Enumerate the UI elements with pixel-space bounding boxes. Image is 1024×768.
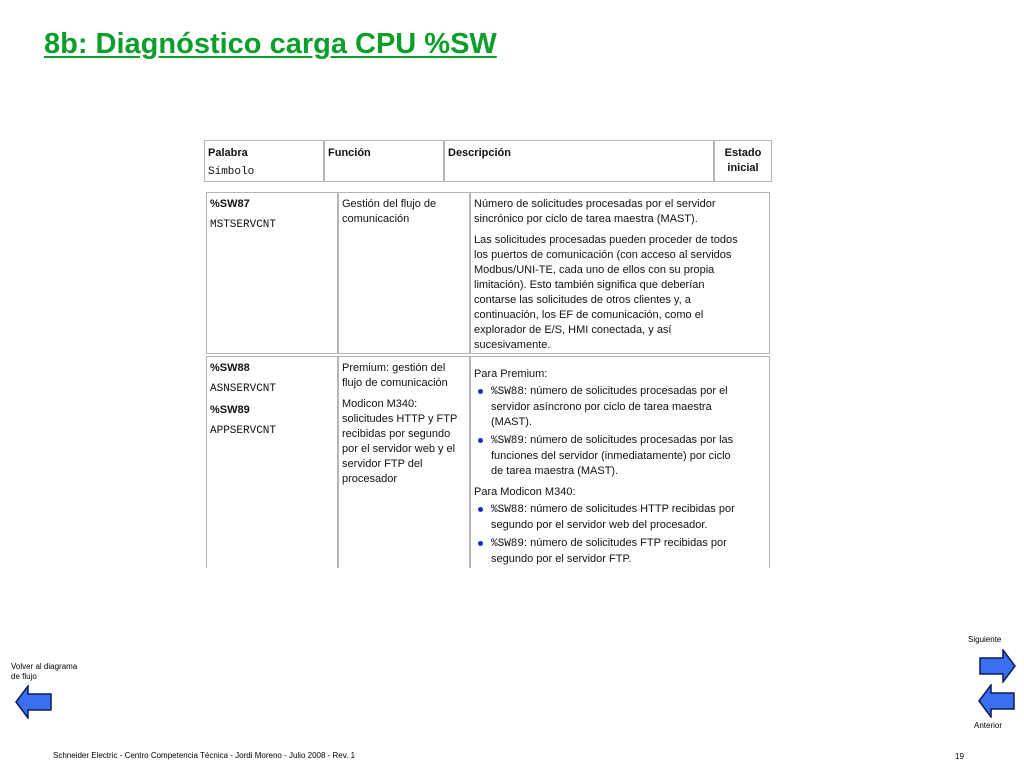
row2-description-cell bbox=[470, 356, 770, 568]
row1-desc-line: Las solicitudes procesadas pueden proceder de todos bbox=[474, 234, 738, 246]
row1-desc-line: contarse las solicitudes de otros clientes y, a bbox=[474, 294, 691, 306]
row2-function-line: recibidas por segundo bbox=[342, 428, 451, 440]
row1-function-line: Gestión del flujo de bbox=[342, 198, 437, 210]
header-estado-cell bbox=[714, 140, 772, 182]
m340-list bbox=[474, 502, 766, 567]
premium-list bbox=[474, 384, 766, 479]
item-text: : número de solicitudes procesadas por las bbox=[524, 434, 734, 446]
next-label[interactable]: Siguiente bbox=[968, 635, 1002, 644]
header-funcion-cell bbox=[324, 140, 444, 182]
page-number: 19 bbox=[955, 752, 964, 761]
header-simbolo: Símbolo bbox=[208, 166, 255, 178]
row2-word-sw88: %SW88 bbox=[210, 362, 250, 374]
row1-function-cell bbox=[338, 192, 470, 354]
bullet-icon bbox=[478, 438, 483, 443]
row2-function-line: por el servidor web y el bbox=[342, 443, 456, 455]
list-item bbox=[474, 536, 766, 567]
footer-text: Schneider Electric - Centro Competencia Técnica - Jordi Moreno - Julio 2008 - Rev. 1 bbox=[53, 751, 356, 760]
row1-desc-line: sucesivamente. bbox=[474, 339, 551, 351]
bullet-icon bbox=[478, 389, 483, 394]
row1-desc-line: continuación, los EF de comunicación, como el bbox=[474, 309, 704, 321]
list-item bbox=[474, 502, 766, 533]
m340-heading: Para Modicon M340: bbox=[474, 486, 576, 498]
header-funcion: Función bbox=[328, 147, 371, 159]
row2-function-line: solicitudes HTTP y FTP bbox=[342, 413, 458, 425]
item-code: %SW89 bbox=[491, 435, 525, 447]
row2-function-line: procesador bbox=[342, 473, 398, 485]
bullet-icon bbox=[478, 541, 483, 546]
row1-function-line: comunicación bbox=[342, 213, 410, 225]
bullet-icon bbox=[478, 507, 483, 512]
back-arrow-icon[interactable] bbox=[15, 685, 53, 719]
row1-word-cell bbox=[206, 192, 338, 354]
header-descripcion: Descripción bbox=[448, 147, 511, 159]
row2-symbol-sw89: APPSERVCNT bbox=[210, 425, 277, 437]
next-arrow-icon[interactable] bbox=[978, 649, 1016, 683]
row1-desc-line: explorador de E/S, HMI conectada, y así bbox=[474, 324, 672, 336]
row2-function-line: servidor FTP del bbox=[342, 458, 423, 470]
row2-function-line: flujo de comunicación bbox=[342, 377, 448, 389]
header-estado: Estado bbox=[724, 147, 762, 159]
row2-word-sw89: %SW89 bbox=[210, 404, 250, 416]
previous-arrow-icon[interactable] bbox=[978, 684, 1016, 718]
row2-function-line: Modicon M340: bbox=[342, 398, 418, 410]
header-descripcion-cell bbox=[444, 140, 714, 182]
row2-word-cell bbox=[206, 356, 338, 568]
item-code: %SW89 bbox=[491, 538, 525, 550]
row1-desc-line: Número de solicitudes procesadas por el servidor bbox=[474, 198, 716, 210]
row2-function-line: Premium: gestión del bbox=[342, 362, 446, 374]
item-text: segundo por el servidor FTP. bbox=[491, 553, 632, 565]
row2-symbol-sw88: ASNSERVCNT bbox=[210, 383, 277, 395]
row2-function-cell bbox=[338, 356, 470, 568]
item-text: funciones del servidor (inmediatamente) por ciclo bbox=[491, 450, 731, 462]
row1-desc-line: los puertos de comunicación (con acceso al servidos bbox=[474, 249, 732, 261]
row1-desc-line: Modbus/UNI-TE, cada uno de ellos con su propia bbox=[474, 264, 715, 276]
row1-description-cell bbox=[470, 192, 770, 354]
header-palabra-cell bbox=[204, 140, 324, 182]
back-to-flowchart-label[interactable]: Volver al diagrama de flujo bbox=[11, 662, 78, 681]
item-text: de tarea maestra (MAST). bbox=[491, 465, 619, 477]
row1-word: %SW87 bbox=[210, 198, 250, 210]
item-text: : número de solicitudes FTP recibidas por bbox=[524, 537, 727, 549]
sw-diagnostic-table bbox=[204, 140, 772, 568]
item-text: : número de solicitudes procesadas por el bbox=[524, 385, 728, 397]
header-palabra: Palabra bbox=[208, 147, 248, 159]
item-text: (MAST). bbox=[491, 416, 532, 428]
header-inicial: inicial bbox=[727, 162, 759, 174]
row1-desc-line: sincrónico por ciclo de tarea maestra (MAST). bbox=[474, 213, 698, 225]
slide-title: 8b: Diagnóstico carga CPU %SW bbox=[44, 28, 497, 60]
item-code: %SW88 bbox=[491, 386, 525, 398]
item-code: %SW88 bbox=[491, 504, 525, 516]
item-text: : número de solicitudes HTTP recibidas por bbox=[524, 503, 735, 515]
premium-heading: Para Premium: bbox=[474, 368, 548, 380]
list-item bbox=[474, 433, 766, 479]
row1-desc-line: limitación). Esto también significa que deberían bbox=[474, 279, 705, 291]
previous-label[interactable]: Anterior bbox=[974, 721, 1003, 730]
item-text: servidor asíncrono por ciclo de tarea maestra bbox=[491, 401, 712, 413]
item-text: segundo por el servidor web del procesador. bbox=[491, 519, 708, 531]
list-item bbox=[474, 384, 766, 430]
row1-symbol: MSTSERVCNT bbox=[210, 219, 277, 231]
